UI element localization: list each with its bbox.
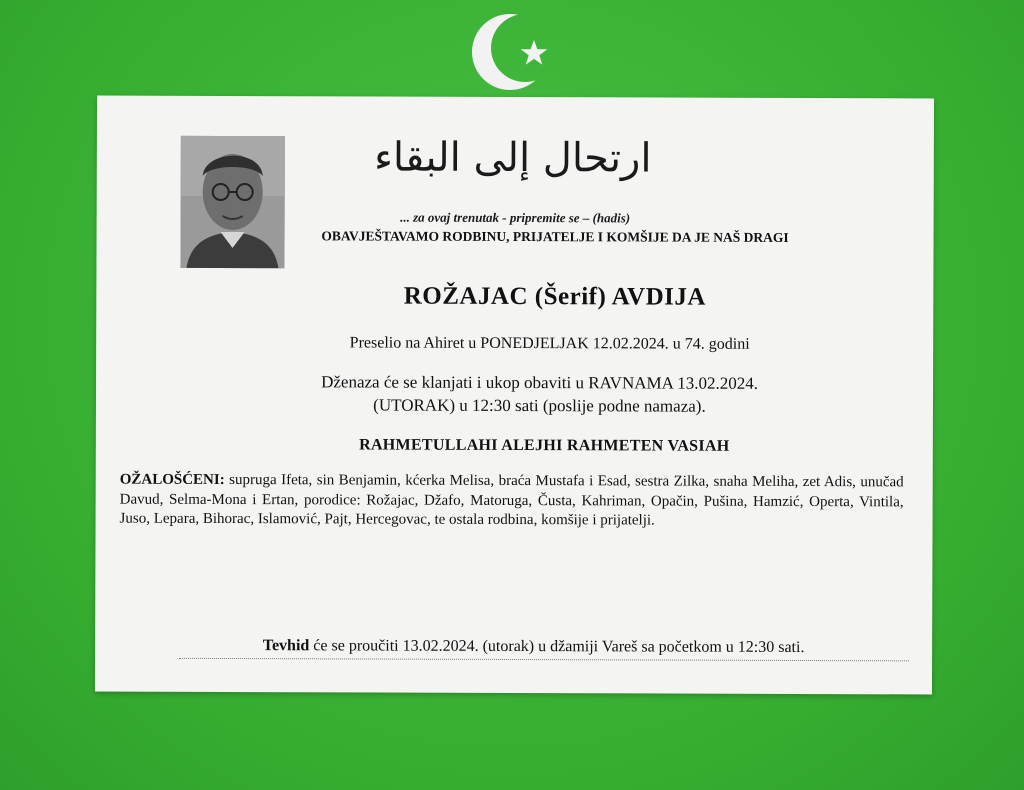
divider: [179, 658, 909, 662]
arabic-calligraphy: [374, 121, 652, 192]
crescent-star-icon: [472, 8, 562, 94]
arabic-title: ارتحال إلى البقاء: [374, 134, 652, 182]
mourners-paragraph: [120, 471, 904, 532]
obituary-notice: [95, 96, 934, 695]
funeral-line-2: (UTORAK) u 12:30 sati (poslije podne namaza).: [373, 395, 706, 416]
tevhid-text: će se proučiti 13.02.2024. (utorak) u džamiji Vareš sa početkom u 12:30 sati.: [309, 637, 805, 657]
deceased-name: ROŽAJAC (Šerif) AVDIJA: [403, 282, 706, 311]
prayer-line: RAHMETULLAHI ALEJHI RAHMETEN VASIAH: [359, 436, 730, 455]
funeral-line-1: Dženaza će se klanjati i ukop obaviti u RAVNAMA 13.02.2024.: [321, 372, 759, 393]
mourners-text: supruga Ifeta, sin Benjamin, kćerka Melisa, braća Mustafa i Esad, sestra Zilka, snaha Meliha, zet Adis, unučad Davud, Selma-Mona i Ertan, porodice: Rožajac, Džafo, Matoruga, Čusta, Kahriman, Opačin, Pušina, Hamzić, Operta, Vintila, Juso, Lepara, Bihorac, Islamović, Pajt, Hercegovac, te ostala rodbina, komšije i prijatelji.: [119, 471, 904, 529]
mourners-label: OŽALOŠĆENI:: [119, 471, 225, 488]
announcement: OBAVJEŠTAVAMO RODBINU, PRIJATELJE I KOMŠIJE DA JE NAŠ DRAGI: [321, 228, 789, 245]
death-date-line: Preselio na Ahiret u PONEDJELJAK 12.02.2024. u 74. godini: [349, 334, 750, 353]
tevhid-line: [95, 637, 932, 658]
tevhid-label: Tevhid: [262, 637, 310, 655]
portrait-photo: [180, 136, 284, 268]
hadis-quote: ... za ovaj trenutak - pripremite se – (hadis): [400, 209, 631, 226]
